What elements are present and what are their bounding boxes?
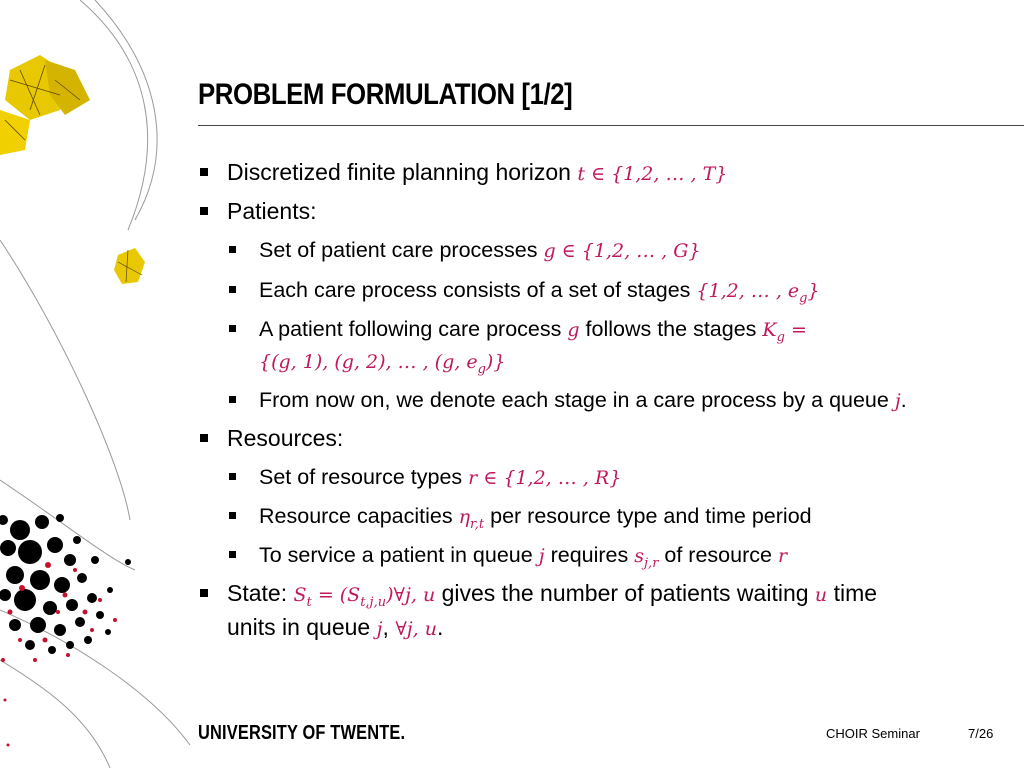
bullet-text: of resource xyxy=(664,543,772,567)
bullet-square-icon xyxy=(229,512,236,519)
bullet-text: requires xyxy=(550,543,629,567)
bullet-square-icon xyxy=(229,473,236,480)
math-horizon-set: t ∈ {1,2, … , T} xyxy=(577,163,728,185)
yellow-sculpture-top xyxy=(0,55,90,155)
sub-bullet-follow-stages xyxy=(259,314,807,345)
math-s: $s_{j,r}$ xyxy=(634,545,659,571)
sub-bullet-resource-types xyxy=(259,462,621,493)
bullet-text: time xyxy=(833,580,878,606)
bullet-text: A patient following care process xyxy=(259,317,562,341)
math-stage-sequence: {(g, 1), (g, 2), … , (g, $e_g$)} xyxy=(259,351,506,377)
math-stage-set: {1,2, … , $e_g$} xyxy=(696,280,820,306)
bullet-text: State: xyxy=(227,580,288,606)
math-eta: $\eta_{r,t}$ xyxy=(458,506,485,532)
title-divider xyxy=(198,125,1024,126)
sub-bullet-service xyxy=(259,540,787,571)
bullet-text: Patients: xyxy=(227,198,317,224)
math-j: j xyxy=(538,545,545,567)
bullet-text: gives the number of patients waiting xyxy=(441,580,809,606)
bullet-resources xyxy=(227,423,343,453)
university-logo-text: UNIVERSITY OF TWENTE. xyxy=(198,722,406,744)
bullet-text: To service a patient in queue xyxy=(259,543,533,567)
bullet-text: Each care process consists of a set of stages xyxy=(259,278,691,302)
bullet-square-icon xyxy=(229,286,236,293)
math-j: j xyxy=(376,618,383,640)
sub-bullet-capacities xyxy=(259,501,812,532)
bullet-text: From now on, we denote each stage in a care process by a queue xyxy=(259,388,889,412)
math-kg: $K_g$ = xyxy=(762,319,807,345)
sub-bullet-stages xyxy=(259,275,820,306)
seminar-label: CHOIR Seminar xyxy=(826,726,920,741)
math-forall: ∀j, u xyxy=(395,618,437,640)
sub-bullet-queue: From now on, we denote each stage in a care process by a queue j. xyxy=(259,385,907,416)
bullet-state xyxy=(227,578,877,610)
bullet-square-icon xyxy=(229,246,236,253)
bullet-square-icon xyxy=(229,325,236,332)
slide-title: PROBLEM FORMULATION [1/2] xyxy=(198,78,573,111)
bullet-planning-horizon xyxy=(227,157,727,189)
math-care-process-set: g ∈ {1,2, … , G} xyxy=(543,240,701,262)
math-r: r xyxy=(777,545,788,567)
bullet-square-icon xyxy=(229,551,236,558)
math-state: $S_t$ = $(S_{t,j,u})\forall j$, u xyxy=(293,584,436,610)
bullet-square-icon xyxy=(200,434,208,442)
bullet-square-icon xyxy=(200,207,208,215)
page-number: 7/26 xyxy=(968,726,994,741)
yellow-sculpture-small xyxy=(114,248,145,284)
bullet-text: follows the stages xyxy=(585,317,757,341)
bullet-square-icon xyxy=(229,396,236,403)
math-resource-set: r ∈ {1,2, … , R} xyxy=(468,467,622,489)
bullet-text: Discretized finite planning horizon xyxy=(227,159,571,185)
math-j: j xyxy=(894,390,901,412)
bullet-patients xyxy=(227,196,317,226)
bullet-text: Resources: xyxy=(227,425,344,451)
bullet-square-icon xyxy=(200,589,208,597)
math-g: g xyxy=(567,319,580,341)
black-dot-cluster xyxy=(0,514,131,654)
bullet-text: Set of resource types xyxy=(259,465,463,489)
sub-bullet-follow-stages-line2 xyxy=(259,346,505,377)
decorative-artwork xyxy=(0,0,200,768)
sub-bullet-care-processes xyxy=(259,235,701,266)
bullet-text: Set of patient care processes xyxy=(259,238,538,262)
bullet-state-line2: units in queue j, ∀j, u. xyxy=(227,614,444,640)
bullet-text: Resource capacities xyxy=(259,504,453,528)
bullet-text: units in queue xyxy=(227,614,371,640)
bullet-text: per resource type and time period xyxy=(490,504,812,528)
bullet-square-icon xyxy=(200,168,208,176)
math-u: u xyxy=(814,584,828,606)
